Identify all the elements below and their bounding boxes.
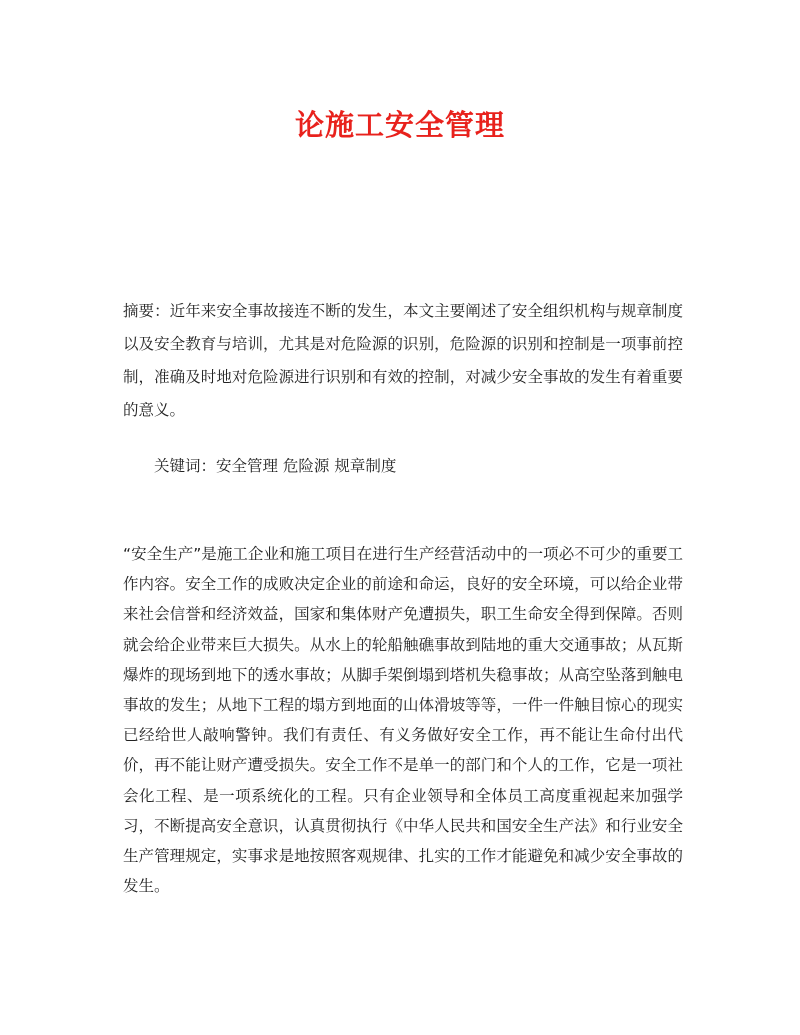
body-paragraph: “安全生产”是施工企业和施工项目在进行生产经营活动中的一项必不可少的重要工作内容。安全工作的成败决定企业的前途和命运，良好的安全环境，可以给企业带来社会信誉和经济效益，国家和集体财产免遭损失，职工生命安全得到保障。否则就会给企业带来巨大损失。从水上的轮船触礁事故到陆地的重大交通事故；从瓦斯爆炸的现场到地下的透水事故；从脚手架倒塌到塔机失稳事故；从高空坠落到触电事故的发生；从地下工程的塌方到地面的山体滑坡等等，一件一件触目惊心的现实已经给世人敲响警钟。我们有责任、有义务做好安全工作，再不能让生命付出代价，再不能让财产遭受损失。安全工作不是单一的部门和个人的工作，它是一项社会化工程、是一项系统化的工程。只有企业领导和全体员工高度重视起来加强学习，不断提高安全意识，认真贯彻执行《中华人民共和国安全生产法》和行业安全生产管理规定，实事求是地按照客观规律、扎实的工作才能避免和减少安全事故的发生。: [123, 545, 683, 896]
document-title: 论施工安全管理: [294, 108, 505, 142]
keywords-line: 关键词：安全管理 危险源 规章制度: [154, 457, 397, 475]
abstract-paragraph: 摘要：近年来安全事故接连不断的发生，本文主要阐述了安全组织机构与规章制度以及安全教育与培训，尤其是对危险源的识别，危险源的识别和控制是一项事前控制，准确及时地对危险源进行识别和有效的控制，对减少安全事故的发生有着重要的意义。: [123, 302, 683, 419]
